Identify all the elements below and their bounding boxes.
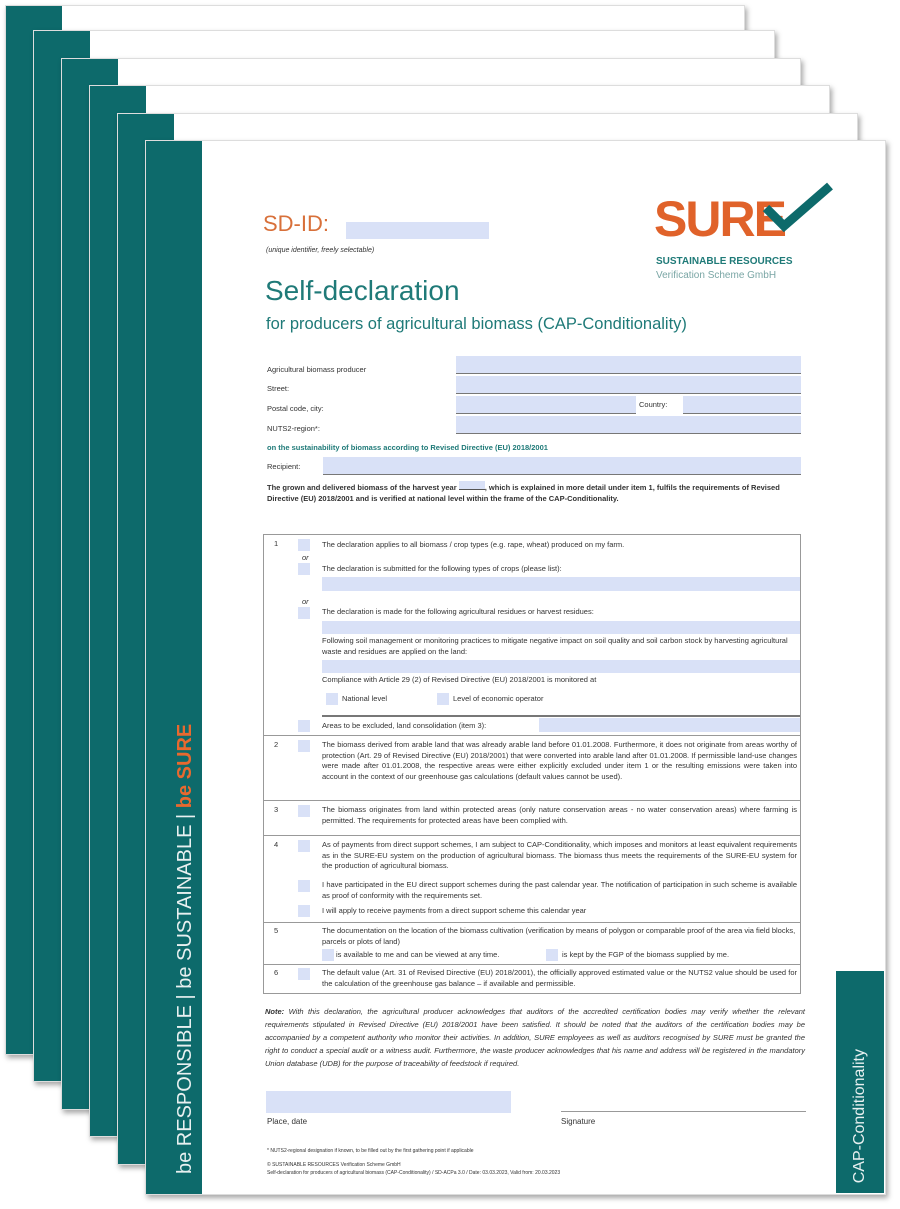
intro-paragraph: The grown and delivered biomass of the harvest year , which is explained in more detail under item 1, fulfils the requirements of Revised Directive (EU) 2018/2001 and is verified at national level within the frame of the CAP-Conditionality.	[267, 483, 780, 503]
declaration-table	[263, 534, 801, 994]
page-spine: be RESPONSIBLE | be SUSTAINABLE | be SURE	[146, 141, 202, 1194]
excluded-areas-field[interactable]	[539, 718, 800, 732]
page-subtitle: for producers of agricultural biomass (CAP-Conditionality)	[266, 315, 687, 333]
item-5-number: 5	[274, 926, 279, 935]
item-1a-checkbox[interactable]	[298, 539, 310, 551]
national-level-label: National level	[342, 694, 388, 703]
item-1d-text: Following soil management or monitoring practices to mitigate negative impact on soil quality and soil carbon stock by harvesting agricultural waste and residues are applied on the land:	[322, 636, 788, 656]
recipient-label: Recipient:	[267, 462, 301, 471]
logo-word: SURE	[654, 191, 785, 247]
nuts-label: NUTS2-region*:	[267, 424, 320, 433]
item-4b-checkbox[interactable]	[298, 880, 310, 892]
operator-level-label: Level of economic operator	[453, 694, 544, 703]
item-2-text: The biomass derived from arable land that was already arable land before 01.01.2008. Furthermore, it does not originate from areas worthy of protection (Art. 29 of Revised Directive (EU) 2018/2001) that were converted into arable land after 01.01.2008. If permissible land-use changes were made after 01.01.2008, the respective areas were either explicitly excluded under item 1 or the resulting emissions were taken into account in the context of our greenhouse gas calculations (default values cannot be used).	[322, 740, 797, 781]
note-paragraph: Note: With this declaration, the agricultural producer acknowledges that auditors of the accredited certification bodies may verify whether the relevant requirements stipulated in Revised Directive (EU) 2018/2001 have been satisfied. It should be noted that the auditors of the certification bodies may be accompanied by a competent authority who monitor their activities. In addition, SURE employees as well as auditors recognised by SURE must be granted the right to conduct a special audit or a witness audit. Furthermore, the waste producer acknowledges that his name and address will be registered in the mandatory Union database (UDB) for the purpose of traceability of feedstock if required.	[265, 1007, 805, 1068]
item-4c-checkbox[interactable]	[298, 905, 310, 917]
sustainability-line: on the sustainability of biomass according to Revised Directive (EU) 2018/2001	[267, 443, 548, 452]
side-tab-label: CAP-Conditionality	[851, 1048, 868, 1183]
item-1c-text: The declaration is made for the following agricultural residues or harvest residues:	[322, 607, 594, 616]
national-level-checkbox[interactable]	[326, 693, 338, 705]
producer-field[interactable]	[456, 356, 801, 374]
item-6-number: 6	[274, 968, 279, 977]
item-3-text: The biomass originates from land within protected areas (only nature conservation areas - no water conservation areas) where farming is permitted. The requirements for protected areas have been complied with.	[322, 805, 797, 825]
item-1b-text: The declaration is submitted for the following types of crops (please list):	[322, 564, 562, 573]
item-5b-label: is kept by the FGP of the biomass supplied by me.	[562, 950, 730, 959]
harvest-year-field[interactable]	[459, 481, 485, 490]
page-title: Self-declaration	[265, 275, 460, 306]
item-1f-checkbox[interactable]	[298, 720, 310, 732]
residues-field[interactable]	[322, 621, 800, 634]
item-3-checkbox[interactable]	[298, 805, 310, 817]
recipient-field[interactable]	[323, 457, 801, 475]
street-field[interactable]	[456, 376, 801, 394]
soil-practices-field[interactable]	[322, 660, 800, 673]
country-field[interactable]	[683, 396, 801, 414]
postal-field[interactable]	[456, 396, 636, 414]
item-1f-text: Areas to be excluded, land consolidation (item 3):	[322, 721, 487, 730]
crop-types-field[interactable]	[322, 577, 800, 591]
item-6-text: The default value (Art. 31 of Revised Directive (EU) 2018/2001), the officially approved estimated value or the NUTS2 value should be used for the calculation of the greenhouse gas balance – if available and permissible.	[322, 968, 797, 988]
country-label: Country:	[636, 398, 670, 411]
item-1b-checkbox[interactable]	[298, 563, 310, 575]
nuts-field[interactable]	[456, 416, 801, 434]
item-1c-checkbox[interactable]	[298, 607, 310, 619]
item-2-number: 2	[274, 740, 279, 749]
item-5b-checkbox[interactable]	[546, 949, 558, 961]
logo-line1: SUSTAINABLE RESOURCES	[656, 256, 793, 267]
item-4c-text: I will apply to receive payments from a direct support scheme this calendar year	[322, 906, 587, 915]
side-tab	[836, 971, 884, 1193]
sd-id-hint: (unique identifier, freely selectable)	[266, 247, 375, 254]
producer-label: Agricultural biomass producer	[267, 365, 367, 374]
checkmark-icon	[762, 182, 834, 232]
item-1e-text: Compliance with Article 29 (2) of Revised Directive (EU) 2018/2001 is monitored at	[322, 675, 597, 684]
signature-label: Signature	[561, 1117, 596, 1126]
copyright: © SUSTAINABLE RESOURCES Verification Scheme GmbH	[267, 1162, 401, 1168]
item-4a-text: As of payments from direct support schemes, I am subject to CAP-Conditionality, which imposes and monitors at least equivalent requirements as in the SURE-EU system on the production of agricultural biomass. The biomass thus meets the requirements of the SURE-EU system for the production of agricultural biomass.	[322, 840, 797, 870]
item-1-number: 1	[274, 539, 279, 548]
item-1a-text: The declaration applies to all biomass / crop types (e.g. rape, wheat) produced on my farm.	[322, 540, 625, 549]
front-page	[145, 140, 886, 1195]
item-4b-text: I have participated in the EU direct support schemes during the past calendar year. The notification of participation in such scheme is available as proof of conformity with the requirements set.	[322, 880, 797, 900]
or-label: or	[302, 553, 309, 562]
operator-level-checkbox[interactable]	[437, 693, 449, 705]
signature-line	[561, 1111, 806, 1112]
item-6-checkbox[interactable]	[298, 968, 310, 980]
item-4-number: 4	[274, 840, 279, 849]
street-label: Street:	[267, 384, 290, 393]
document-info: Self-declaration for producers of agricultural biomass (CAP-Conditionality) / SD-ACPa 3.0 / Date: 03.03.2023, Valid from: 20.03.2023	[267, 1170, 561, 1176]
item-4a-checkbox[interactable]	[298, 840, 310, 852]
sd-id-field[interactable]	[346, 222, 489, 239]
sd-id-label: SD-ID:	[263, 211, 329, 236]
logo	[654, 186, 844, 291]
item-3-number: 3	[274, 805, 279, 814]
postal-label: Postal code, city:	[267, 404, 324, 413]
footnote: * NUTS2-regional designation if known, to be filled out by the first gathering point if applicable	[267, 1148, 474, 1154]
item-2-checkbox[interactable]	[298, 740, 310, 752]
item-5a-checkbox[interactable]	[322, 949, 334, 961]
item-5-text: The documentation on the location of the biomass cultivation (verification by means of polygon or comparable proof of the area via field blocks, parcels or plots of land)	[322, 926, 796, 946]
place-date-label: Place, date	[267, 1117, 308, 1126]
or-label: or	[302, 597, 309, 606]
logo-line2: Verification Scheme GmbH	[656, 270, 777, 281]
item-5a-label: is available to me and can be viewed at any time.	[336, 950, 500, 959]
place-date-field[interactable]	[266, 1091, 511, 1113]
